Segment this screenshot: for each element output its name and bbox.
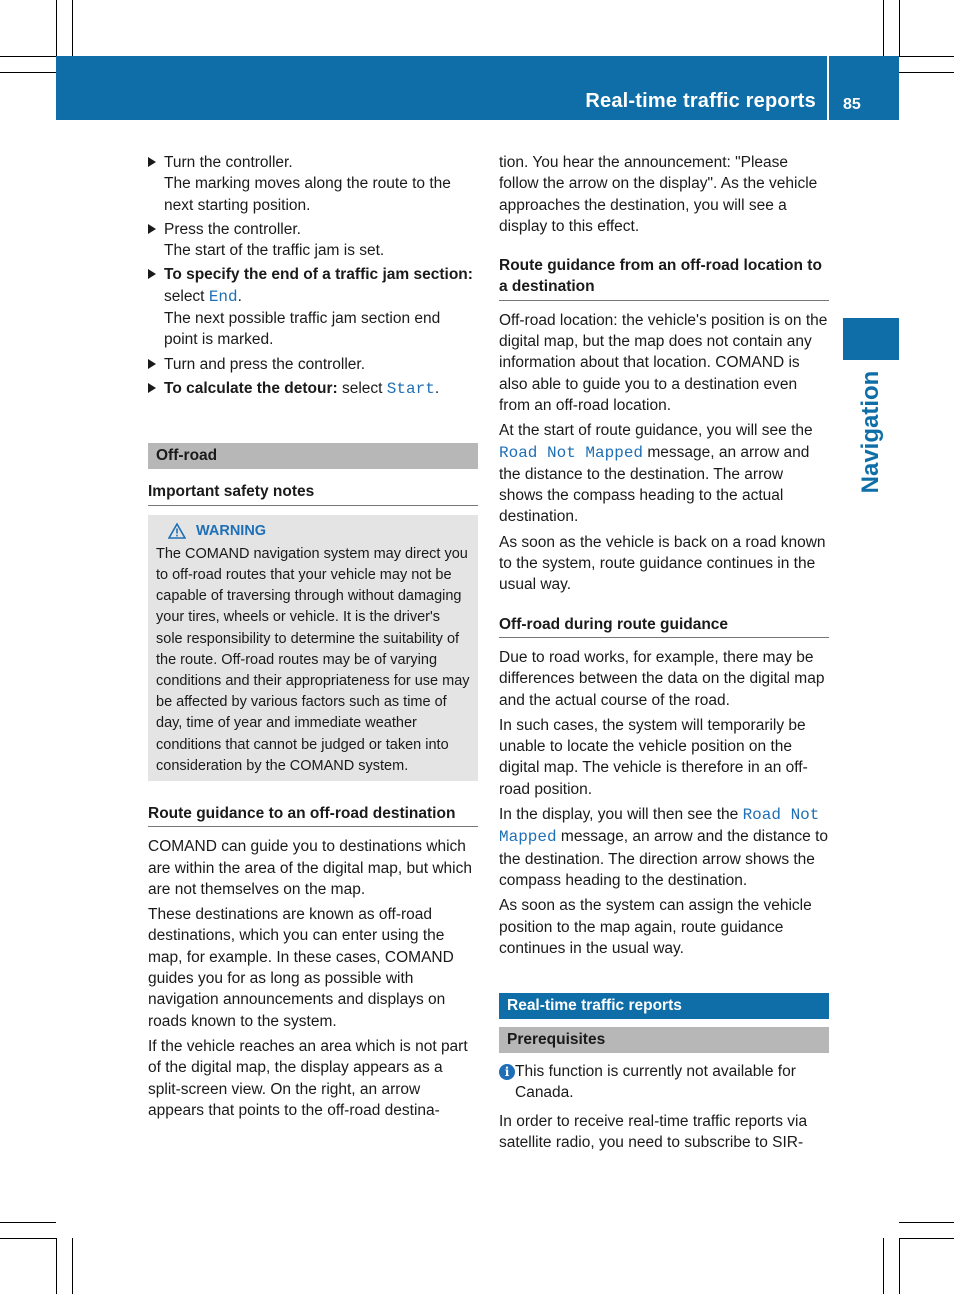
- warning-box: [148, 515, 478, 781]
- subheading-from-offroad: Route guidance from an off-road location to a destination: [499, 255, 829, 301]
- section-heading-traffic: Real-time traffic reports: [499, 993, 829, 1019]
- step-arrow-icon: [148, 157, 156, 167]
- body-paragraph: As soon as the system can assign the vehicle position to the map again, route guidance continues in the usual way.: [499, 897, 812, 957]
- crop-mark: [883, 1238, 884, 1294]
- body-paragraph: [499, 420, 829, 527]
- side-tab-label: Navigation: [857, 370, 884, 494]
- page-number: 85: [843, 96, 861, 113]
- info-note: [499, 1061, 829, 1104]
- warning-heading: [156, 521, 470, 542]
- text-span: message, an arrow and the distance to the destination. The arrow shows the compass heading to the actual destination.: [499, 443, 810, 526]
- warning-triangle-icon: [168, 523, 186, 539]
- menu-item-start: Start: [386, 379, 435, 398]
- left-column: [148, 152, 478, 1125]
- body-paragraph: COMAND can guide you to destinations which are within the area of the digital map, but which are not themselves on the map.: [148, 838, 472, 898]
- text-span: At the start of route guidance, you will see the: [499, 422, 813, 440]
- warning-text: The COMAND navigation system may direct you to off-road routes that your vehicle may not be capable of traversing through without damaging your tires, wheels or vehicle. It is the driver's sole responsibility to determine the suitability of the route. Off-road routes may be of varying conditions and their appropriateness for use may be affected by various factors such as time of day, time of year and immediate weather conditions that cannot be judged or taken into consideration by the COMAND system.: [156, 545, 470, 774]
- instruction-step: [148, 264, 478, 350]
- instruction-step: [148, 219, 478, 262]
- step-arrow-icon: [148, 269, 156, 279]
- crop-mark: [883, 0, 884, 56]
- body-paragraph: As soon as the vehicle is back on a road known to the system, route guidance continues in the usual way.: [499, 533, 826, 594]
- display-message-road-not-mapped: Road Not Mapped: [499, 806, 820, 847]
- body-paragraph: These destinations are known as off-road destinations, which you can enter using the map, for example. In these cases, COMAND guides you for as long as possible with navigation announcements and displays on roads known to the system.: [148, 906, 454, 1030]
- info-text: This function is currently not available for Canada.: [515, 1063, 796, 1102]
- crop-mark: [56, 1238, 57, 1294]
- header-divider: [827, 56, 829, 120]
- crop-mark: [899, 56, 954, 57]
- step-text: [164, 264, 478, 308]
- step-arrow-icon: [148, 383, 156, 393]
- step-pre: select: [164, 287, 209, 305]
- body-paragraph: Off-road location: the vehicle's position is on the digital map, but the map does not contain any information about that location. COMAND is also able to guide you to a destination even from an off-road location.: [499, 311, 828, 414]
- side-tab: [843, 318, 899, 360]
- subheading-safety: Important safety notes: [148, 481, 478, 505]
- header-title: Real-time traffic reports: [585, 90, 816, 112]
- step-pre: select: [337, 379, 387, 397]
- step-result: The start of the traffic jam is set.: [164, 242, 385, 260]
- instruction-step: [148, 378, 478, 400]
- body-paragraph: In order to receive real-time traffic reports via satellite radio, you need to subscribe to SIR-: [499, 1112, 808, 1151]
- subheading-offroad-during: Off-road during route guidance: [499, 614, 829, 638]
- body-paragraph: Due to road works, for example, there may be differences between the data on the digital map and the actual course of the road.: [499, 648, 825, 709]
- crop-mark: [72, 1238, 73, 1294]
- section-heading-offroad: Off-road: [148, 443, 478, 469]
- step-arrow-icon: [148, 224, 156, 234]
- text-span: message, an arrow and the distance to the destination. The direction arrow shows the compass heading to the destination.: [499, 828, 829, 889]
- crop-mark: [899, 1238, 900, 1294]
- crop-mark: [0, 1238, 56, 1239]
- crop-mark: [0, 56, 56, 57]
- crop-mark: [899, 0, 900, 56]
- step-post: .: [237, 287, 242, 305]
- body-paragraph: If the vehicle reaches an area which is not part of the digital map, the display appears as a split-screen view. On the right, an arrow appears that points to the off-road destina-: [148, 1037, 468, 1119]
- right-column: [499, 152, 829, 1157]
- crop-mark: [0, 1222, 56, 1223]
- body-paragraph: In such cases, the system will temporarily be unable to locate the vehicle position on the digital map. The vehicle is therefore in an off-road position.: [499, 716, 808, 798]
- step-post: .: [434, 379, 440, 397]
- warning-label: WARNING: [196, 522, 267, 539]
- crop-mark: [899, 72, 954, 73]
- step-text: [164, 378, 478, 400]
- instruction-step: [148, 354, 478, 375]
- section-heading-prerequisites: Prerequisites: [499, 1027, 829, 1053]
- step-result: The next possible traffic jam section end point is marked.: [164, 310, 441, 349]
- step-text: Turn the controller.: [164, 154, 293, 171]
- menu-item-end: End: [208, 287, 238, 306]
- instruction-step: [148, 152, 478, 216]
- step-bold: To specify the end of a traffic jam section:: [164, 266, 473, 284]
- subheading-route-guidance: Route guidance to an off-road destination: [148, 803, 478, 827]
- text-span: In the display, you will then see the: [499, 806, 743, 824]
- step-arrow-icon: [148, 359, 156, 369]
- step-text: Turn and press the controller.: [164, 355, 366, 373]
- crop-mark: [899, 1222, 954, 1223]
- display-message-road-not-mapped: Road Not Mapped: [499, 443, 644, 462]
- crop-mark: [72, 0, 73, 56]
- crop-mark: [0, 72, 56, 73]
- info-icon: i: [499, 1064, 515, 1080]
- step-result: The marking moves along the route to the next starting position.: [164, 175, 451, 214]
- crop-mark: [56, 0, 57, 56]
- step-text: Press the controller.: [164, 220, 301, 238]
- body-paragraph: tion. You hear the announcement: "Please follow the arrow on the display". As the vehicle approaches the destination, you will see a display to this effect.: [499, 154, 818, 235]
- step-bold: To calculate the detour:: [164, 379, 338, 397]
- crop-mark: [899, 1238, 954, 1239]
- body-paragraph: [499, 804, 829, 891]
